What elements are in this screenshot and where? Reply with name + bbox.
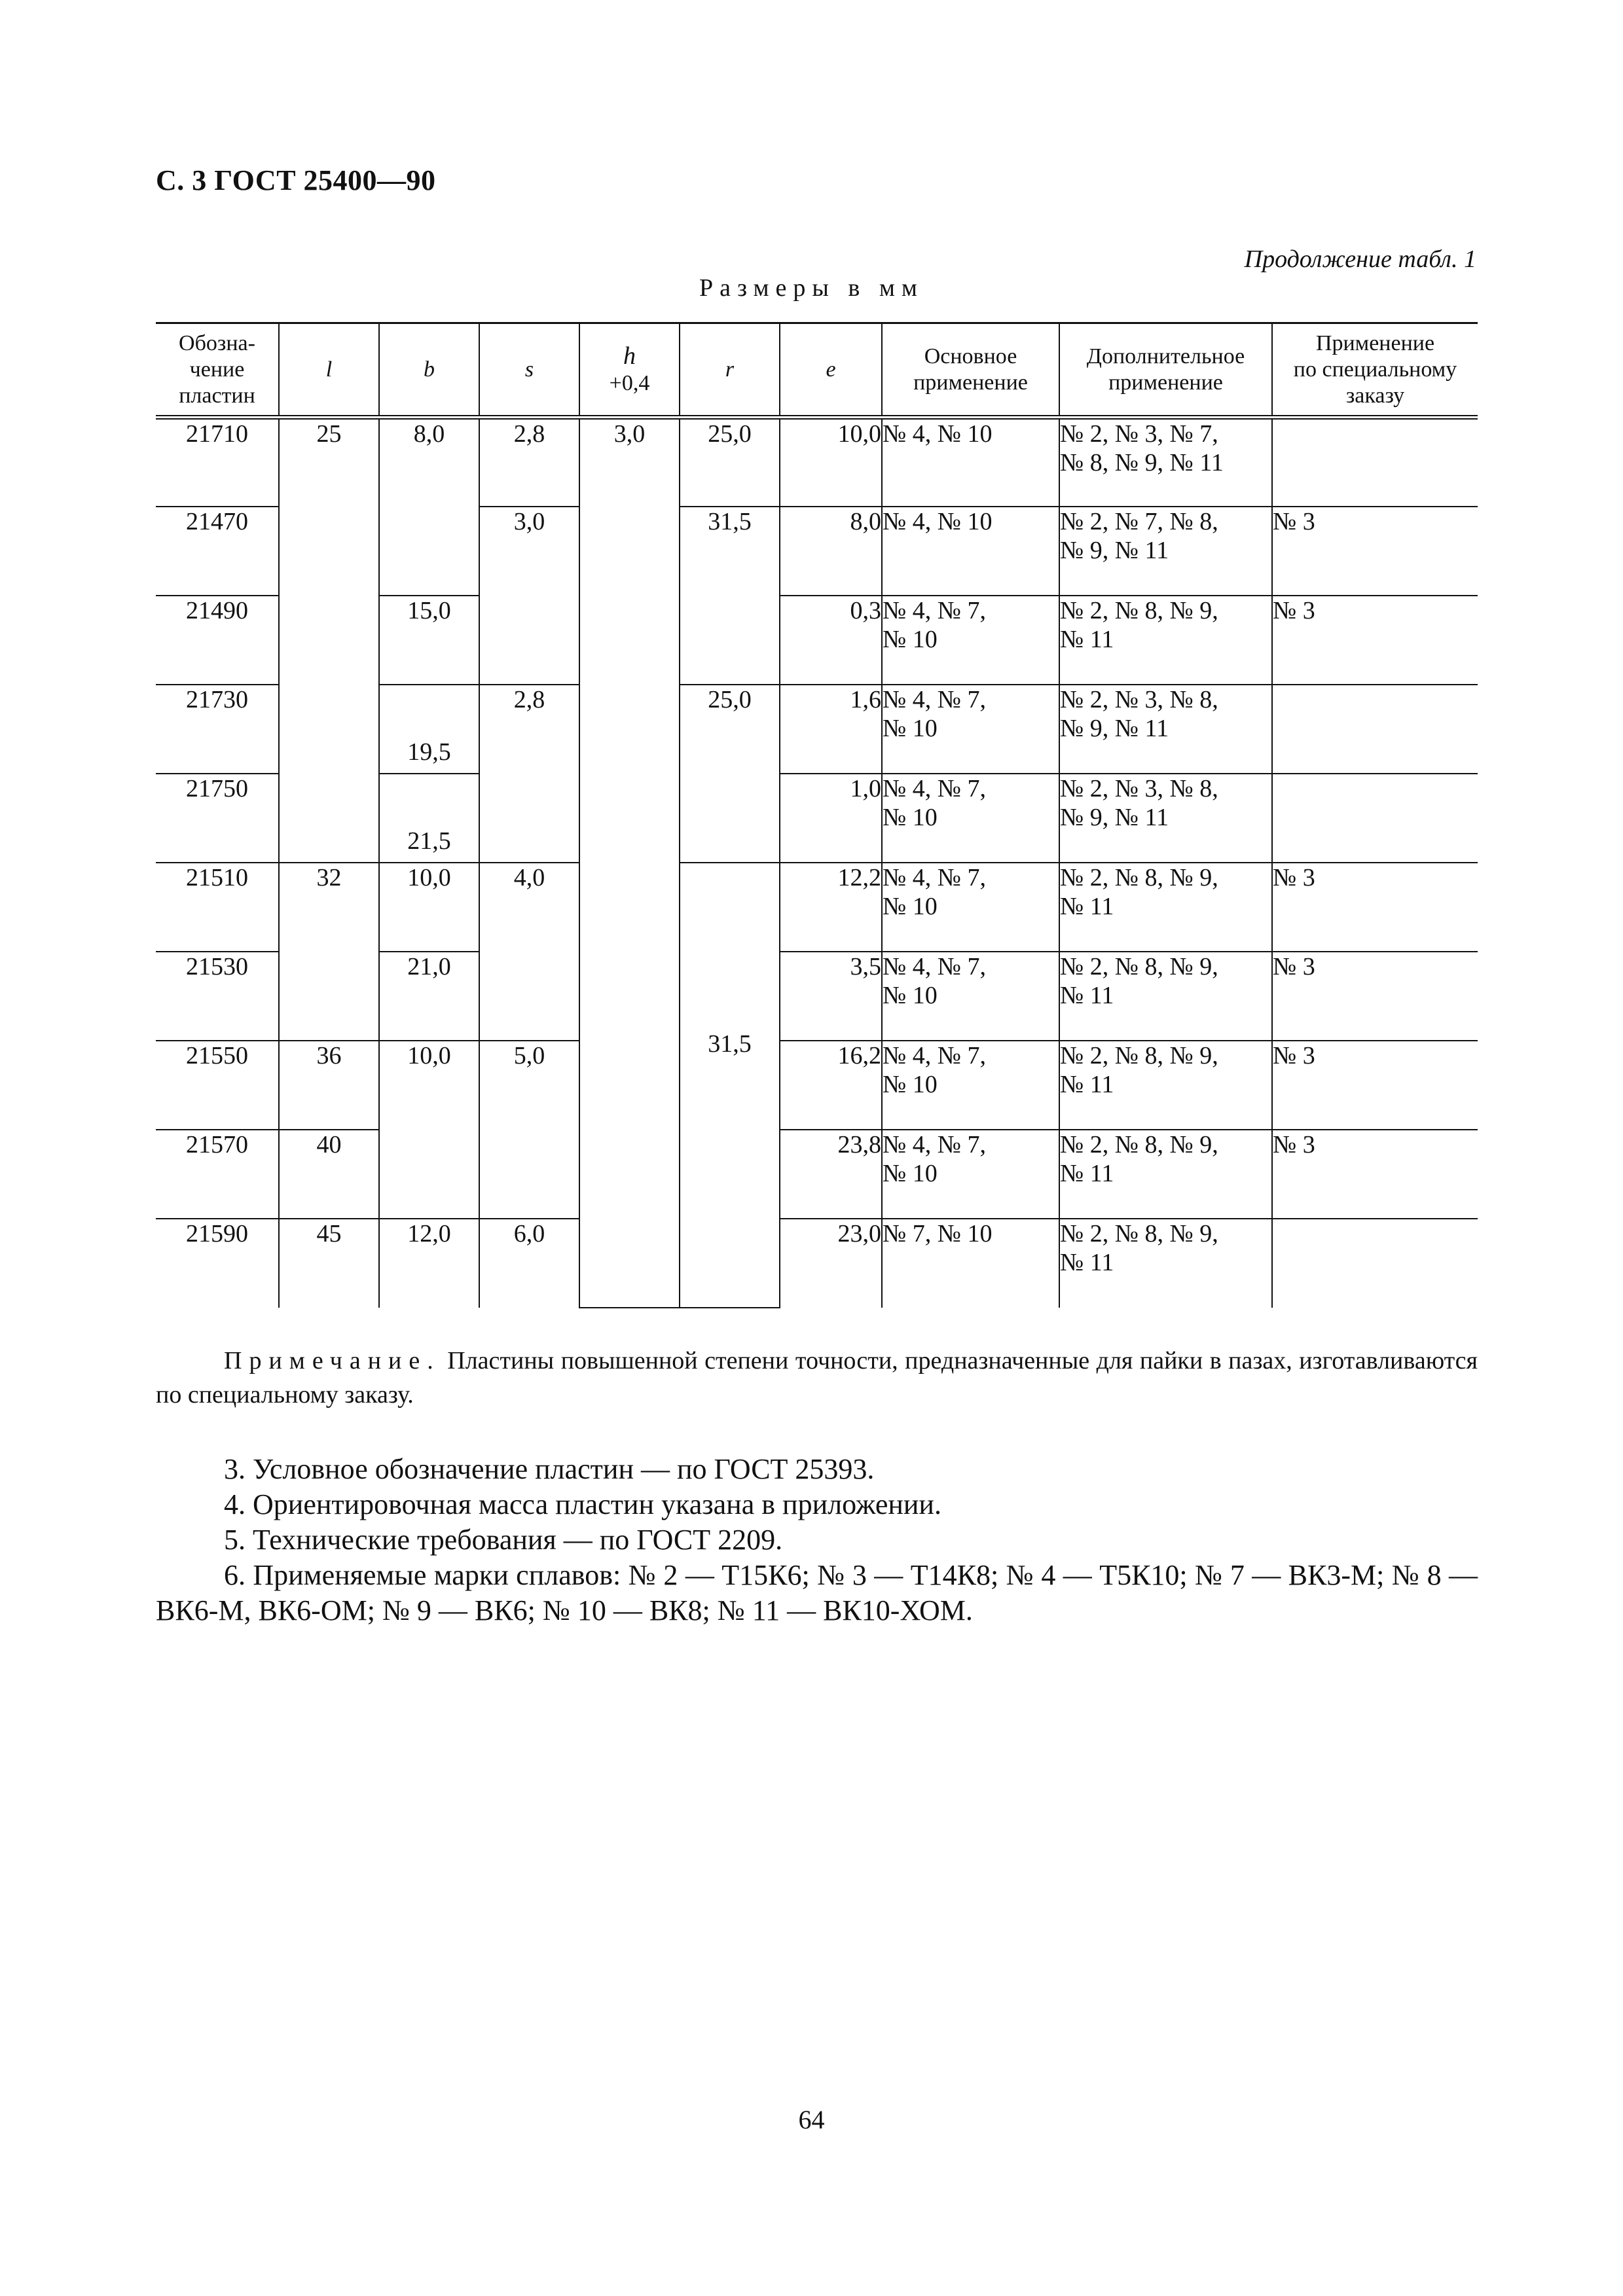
table-row [156,863,1478,952]
b-cell: 21,0 [379,952,479,1041]
designation-cell: 21530 [156,952,279,1041]
header-h-tolerance: +0,4 [609,370,650,395]
b-cell: 10,0 [379,1041,479,1219]
additional-application-cell: № 2, № 8, № 9, № 11 [1059,596,1272,685]
special-order-cell: № 3 [1272,1130,1478,1219]
designation-cell: 21730 [156,685,279,774]
clause-4: 4. Ориентировочная масса пластин указана в приложении. [224,1488,941,1520]
additional-application-cell: № 2, № 8, № 9, № 11 [1059,863,1272,952]
e-cell: 3,5 [780,952,882,1041]
main-application-cell: № 4, № 10 [882,507,1059,596]
special-order-cell: № 3 [1272,952,1478,1041]
e-cell: 23,8 [780,1130,882,1219]
main-application-cell: № 7, № 10 [882,1219,1059,1308]
r-cell: 31,5 [680,863,780,1308]
main-application-cell: № 4, № 7, № 10 [882,863,1059,952]
b-cell: 21,5 [379,774,479,863]
additional-application-cell: № 2, № 3, № 7, № 8, № 9, № 11 [1059,418,1272,507]
s-cell: 4,0 [479,863,579,1041]
main-application-cell: № 4, № 7, № 10 [882,774,1059,863]
additional-application-cell: № 2, № 8, № 9, № 11 [1059,1041,1272,1130]
additional-application-cell: № 2, № 7, № 8, № 9, № 11 [1059,507,1272,596]
header-additional-application: Дополнительное применение [1059,323,1272,418]
s-cell: 3,0 [479,507,579,685]
designation-cell: 21570 [156,1130,279,1219]
header-s: s [479,323,579,418]
table-header-row [156,323,1478,418]
header-h: h +0,4 [579,323,680,418]
special-order-cell: № 3 [1272,596,1478,685]
b-cell: 10,0 [379,863,479,952]
l-cell: 40 [279,1130,379,1219]
e-cell: 16,2 [780,1041,882,1130]
e-cell: 23,0 [780,1219,882,1308]
main-application-cell: № 4, № 7, № 10 [882,1041,1059,1130]
table-row [156,1219,1478,1308]
e-cell: 12,2 [780,863,882,952]
additional-application-cell: № 2, № 3, № 8, № 9, № 11 [1059,774,1272,863]
note-label: Примечание. [224,1347,441,1374]
b-cell: 15,0 [379,596,479,685]
page-number: 64 [798,2105,825,2134]
special-order-cell [1272,685,1478,774]
l-cell: 36 [279,1041,379,1130]
note-text: Пластины повышенной степени точности, предназначенные для пайки в пазах, изготавливаются по специальному заказу. [156,1347,1478,1408]
designation-cell: 21490 [156,596,279,685]
main-application-cell: № 4, № 10 [882,418,1059,507]
designation-cell: 21750 [156,774,279,863]
additional-application-cell: № 2, № 8, № 9, № 11 [1059,952,1272,1041]
table-row [156,1041,1478,1130]
b-cell: 8,0 [379,418,479,596]
e-cell: 1,0 [780,774,882,863]
header-special-order: Применение по специальному заказу [1272,323,1478,418]
e-cell: 0,3 [780,596,882,685]
header-e: e [780,323,882,418]
additional-application-cell: № 2, № 8, № 9, № 11 [1059,1130,1272,1219]
clause-5: 5. Технические требования — по ГОСТ 2209. [224,1524,783,1556]
l-cell: 45 [279,1219,379,1308]
l-cell: 32 [279,863,379,1041]
designation-cell: 21470 [156,507,279,596]
r-cell: 25,0 [680,685,780,863]
additional-application-cell: № 2, № 3, № 8, № 9, № 11 [1059,685,1272,774]
header-r: r [680,323,780,418]
b-cell: 19,5 [379,685,479,774]
h-cell: 3,0 [579,418,680,1308]
main-application-cell: № 4, № 7, № 10 [882,1130,1059,1219]
main-application-cell: № 4, № 7, № 10 [882,952,1059,1041]
page-header: С. 3 ГОСТ 25400—90 [156,164,436,196]
header-l: l [279,323,379,418]
header-designation: Обозна- чение пластин [156,323,279,418]
e-cell: 1,6 [780,685,882,774]
b-cell: 12,0 [379,1219,479,1308]
special-order-cell: № 3 [1272,507,1478,596]
designation-cell: 21510 [156,863,279,952]
r-cell: 25,0 [680,418,780,507]
designation-cell: 21590 [186,1219,248,1247]
s-cell: 2,8 [479,418,579,507]
clause-3: 3. Условное обозначение пластин — по ГОСТ 25393. [224,1453,875,1485]
numbered-clauses [156,1452,1478,1628]
special-order-cell: № 3 [1272,863,1478,952]
s-cell: 2,8 [479,685,579,863]
dimensions-table [156,322,1478,1308]
table-row [156,418,1478,507]
l-cell: 25 [279,418,379,863]
main-application-cell: № 4, № 7, № 10 [882,685,1059,774]
units-caption: Размеры в мм [699,274,924,302]
e-cell: 10,0 [780,418,882,507]
designation-cell: 21550 [156,1041,279,1130]
designation-cell: 21710 [156,418,279,507]
main-application-cell: № 4, № 7, № 10 [882,596,1059,685]
header-main-application: Основное применение [882,323,1059,418]
clause-6: 6. Применяемые марки сплавов: № 2 — Т15К6; № 3 — Т14К8; № 4 — Т5К10; № 7 — ВК3-М; № 8 — ВК6-М, ВК6-ОМ; № 9 — ВК6; № 10 — ВК8; № 11 — ВК10-ХОМ. [156,1559,1478,1626]
special-order-cell [1272,1219,1478,1308]
special-order-cell [1272,418,1478,507]
s-cell: 6,0 [479,1219,579,1308]
additional-application-cell: № 2, № 8, № 9, № 11 [1059,1219,1272,1308]
table-continuation-label: Продолжение табл. 1 [1244,245,1476,273]
table-note [156,1344,1478,1412]
special-order-cell: № 3 [1272,1041,1478,1130]
header-b: b [379,323,479,418]
r-cell: 31,5 [680,507,780,685]
table-row [156,1130,1478,1219]
special-order-cell [1272,774,1478,863]
e-cell: 8,0 [780,507,882,596]
s-cell: 5,0 [479,1041,579,1219]
